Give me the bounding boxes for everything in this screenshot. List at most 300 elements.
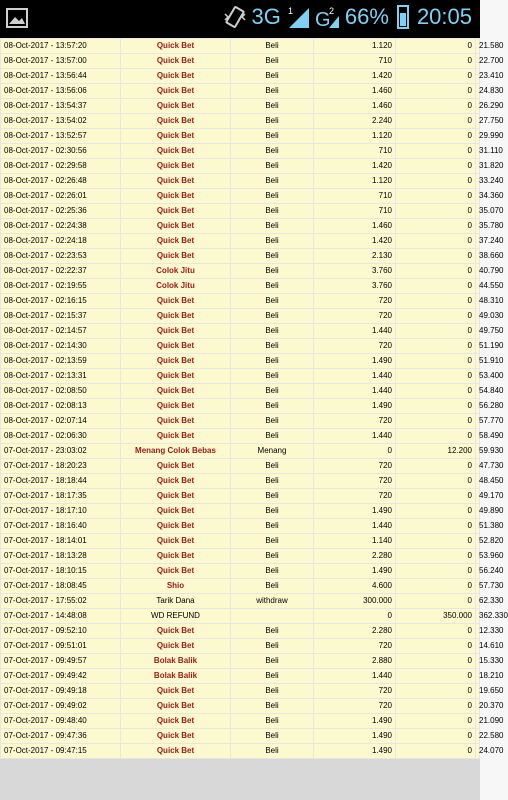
date-cell: 07-Oct-2017 - 18:10:15 <box>1 564 120 578</box>
type-cell: Quick Bet <box>121 624 230 638</box>
table-row <box>1 414 479 428</box>
action-cell: Beli <box>231 519 313 533</box>
type-cell: Bolak Balik <box>121 669 230 683</box>
debit-cell: 3.760 <box>314 264 395 278</box>
balance-cell: 26.290 <box>476 99 479 113</box>
type-cell: Bolak Balik <box>121 654 230 668</box>
table-row <box>1 639 479 653</box>
action-cell: Beli <box>231 504 313 518</box>
balance-cell: 38.660 <box>476 249 479 263</box>
type-cell: Quick Bet <box>121 114 230 128</box>
debit-cell: 1.420 <box>314 69 395 83</box>
table-row <box>1 384 479 398</box>
action-cell: Beli <box>231 279 313 293</box>
debit-cell: 1.120 <box>314 174 395 188</box>
credit-cell: 0 <box>396 69 475 83</box>
balance-cell: 53.400 <box>476 369 479 383</box>
debit-cell: 300.000 <box>314 594 395 608</box>
balance-cell: 31.820 <box>476 159 479 173</box>
action-cell: Beli <box>231 654 313 668</box>
type-cell: Quick Bet <box>121 384 230 398</box>
type-cell: Quick Bet <box>121 309 230 323</box>
credit-cell: 0 <box>396 204 475 218</box>
credit-cell: 0 <box>396 654 475 668</box>
credit-cell: 0 <box>396 84 475 98</box>
table-row <box>1 459 479 473</box>
date-cell: 07-Oct-2017 - 18:16:40 <box>1 519 120 533</box>
type-cell: Quick Bet <box>121 714 230 728</box>
type-cell: Quick Bet <box>121 639 230 653</box>
balance-cell: 48.310 <box>476 294 479 308</box>
action-cell: Beli <box>231 114 313 128</box>
table-row <box>1 579 479 593</box>
credit-cell: 0 <box>396 489 475 503</box>
table-row <box>1 699 479 713</box>
table-row <box>1 69 479 83</box>
table-row <box>1 729 479 743</box>
balance-cell: 33.240 <box>476 174 479 188</box>
table-row <box>1 714 479 728</box>
balance-cell: 51.380 <box>476 519 479 533</box>
type-cell: Quick Bet <box>121 744 230 758</box>
date-cell: 08-Oct-2017 - 13:57:20 <box>1 39 120 53</box>
debit-cell: 1.440 <box>314 369 395 383</box>
type-cell: Quick Bet <box>121 504 230 518</box>
credit-cell: 0 <box>396 744 475 758</box>
battery-icon <box>397 5 409 29</box>
balance-cell: 51.910 <box>476 354 479 368</box>
type-cell: Quick Bet <box>121 84 230 98</box>
credit-cell: 0 <box>396 429 475 443</box>
action-cell: Beli <box>231 264 313 278</box>
date-cell: 07-Oct-2017 - 17:55:02 <box>1 594 120 608</box>
credit-cell: 0 <box>396 174 475 188</box>
type-cell: Quick Bet <box>121 414 230 428</box>
date-cell: 08-Oct-2017 - 02:19:55 <box>1 279 120 293</box>
action-cell: Beli <box>231 99 313 113</box>
credit-cell: 0 <box>396 339 475 353</box>
type-cell: Quick Bet <box>121 429 230 443</box>
credit-cell: 0 <box>396 279 475 293</box>
date-cell: 07-Oct-2017 - 09:51:01 <box>1 639 120 653</box>
table-row <box>1 474 479 488</box>
debit-cell: 710 <box>314 144 395 158</box>
balance-cell: 24.070 <box>476 744 479 758</box>
table-row <box>1 564 479 578</box>
debit-cell: 1.440 <box>314 324 395 338</box>
table-row <box>1 369 479 383</box>
date-cell: 08-Oct-2017 - 02:29:58 <box>1 159 120 173</box>
signal-icon-2 <box>315 4 341 30</box>
type-cell: Quick Bet <box>121 399 230 413</box>
credit-cell: 0 <box>396 309 475 323</box>
balance-cell: 44.550 <box>476 279 479 293</box>
action-cell: Beli <box>231 309 313 323</box>
credit-cell: 0 <box>396 294 475 308</box>
type-cell: Colok Jitu <box>121 264 230 278</box>
table-row <box>1 504 479 518</box>
date-cell: 08-Oct-2017 - 02:24:38 <box>1 219 120 233</box>
table-row <box>1 294 479 308</box>
table-row <box>1 54 479 68</box>
action-cell: Beli <box>231 69 313 83</box>
date-cell: 08-Oct-2017 - 02:24:18 <box>1 234 120 248</box>
type-cell: Quick Bet <box>121 519 230 533</box>
credit-cell: 0 <box>396 189 475 203</box>
action-cell: Beli <box>231 714 313 728</box>
debit-cell: 1.440 <box>314 429 395 443</box>
balance-cell: 21.090 <box>476 714 479 728</box>
balance-cell: 14.610 <box>476 639 479 653</box>
balance-cell: 56.240 <box>476 564 479 578</box>
balance-cell: 34.360 <box>476 189 479 203</box>
vibrate-icon <box>222 4 248 30</box>
debit-cell: 1.440 <box>314 669 395 683</box>
action-cell: Beli <box>231 354 313 368</box>
credit-cell: 0 <box>396 54 475 68</box>
table-row <box>1 84 479 98</box>
debit-cell: 2.130 <box>314 249 395 263</box>
table-row <box>1 324 479 338</box>
date-cell: 07-Oct-2017 - 23:03:02 <box>1 444 120 458</box>
type-cell: Quick Bet <box>121 39 230 53</box>
table-row <box>1 339 479 353</box>
balance-cell: 49.750 <box>476 324 479 338</box>
table-row <box>1 174 479 188</box>
date-cell: 08-Oct-2017 - 02:08:50 <box>1 384 120 398</box>
credit-cell: 0 <box>396 264 475 278</box>
date-cell: 08-Oct-2017 - 02:30:56 <box>1 144 120 158</box>
balance-cell: 362.330 <box>476 609 479 623</box>
balance-cell: 53.960 <box>476 549 479 563</box>
type-cell: Quick Bet <box>121 489 230 503</box>
balance-cell: 48.450 <box>476 474 479 488</box>
action-cell: Beli <box>231 219 313 233</box>
credit-cell: 0 <box>396 564 475 578</box>
debit-cell: 2.240 <box>314 114 395 128</box>
type-cell: Quick Bet <box>121 234 230 248</box>
date-cell: 08-Oct-2017 - 02:16:15 <box>1 294 120 308</box>
action-cell: Beli <box>231 744 313 758</box>
transaction-rows <box>1 39 508 758</box>
date-cell: 08-Oct-2017 - 13:56:44 <box>1 69 120 83</box>
debit-cell: 720 <box>314 459 395 473</box>
credit-cell: 0 <box>396 579 475 593</box>
debit-cell: 1.420 <box>314 234 395 248</box>
action-cell: Beli <box>231 294 313 308</box>
balance-cell: 35.780 <box>476 219 479 233</box>
date-cell: 07-Oct-2017 - 18:17:35 <box>1 489 120 503</box>
table-row <box>1 144 479 158</box>
debit-cell: 2.280 <box>314 624 395 638</box>
action-cell: Beli <box>231 699 313 713</box>
date-cell: 07-Oct-2017 - 09:48:40 <box>1 714 120 728</box>
balance-cell: 27.750 <box>476 114 479 128</box>
balance-cell: 54.840 <box>476 384 479 398</box>
table-row <box>1 99 479 113</box>
credit-cell: 0 <box>396 669 475 683</box>
credit-cell: 0 <box>396 384 475 398</box>
type-cell: Quick Bet <box>121 99 230 113</box>
action-cell: Beli <box>231 474 313 488</box>
date-cell: 08-Oct-2017 - 02:06:30 <box>1 429 120 443</box>
action-cell: Beli <box>231 159 313 173</box>
debit-cell: 720 <box>314 309 395 323</box>
debit-cell: 720 <box>314 639 395 653</box>
type-cell: Quick Bet <box>121 174 230 188</box>
type-cell: Quick Bet <box>121 249 230 263</box>
table-row <box>1 129 479 143</box>
balance-cell: 18.210 <box>476 669 479 683</box>
signal-sim-1: 1 <box>287 6 293 16</box>
type-cell: Quick Bet <box>121 144 230 158</box>
action-cell: Beli <box>231 429 313 443</box>
date-cell: 08-Oct-2017 - 13:54:02 <box>1 114 120 128</box>
table-row <box>1 399 479 413</box>
type-cell: Quick Bet <box>121 684 230 698</box>
date-cell: 07-Oct-2017 - 09:52:10 <box>1 624 120 638</box>
date-cell: 08-Oct-2017 - 02:22:37 <box>1 264 120 278</box>
balance-cell: 23.410 <box>476 69 479 83</box>
debit-cell: 1.490 <box>314 354 395 368</box>
action-cell: Beli <box>231 144 313 158</box>
action-cell: Beli <box>231 369 313 383</box>
date-cell: 07-Oct-2017 - 18:18:44 <box>1 474 120 488</box>
table-row <box>1 744 479 758</box>
debit-cell: 2.280 <box>314 549 395 563</box>
debit-cell: 1.490 <box>314 564 395 578</box>
credit-cell: 0 <box>396 99 475 113</box>
table-row <box>1 354 479 368</box>
date-cell: 08-Oct-2017 - 02:25:36 <box>1 204 120 218</box>
action-cell: Beli <box>231 324 313 338</box>
action-cell: Beli <box>231 339 313 353</box>
type-cell: Quick Bet <box>121 729 230 743</box>
type-cell: Menang Colok Bebas <box>121 444 230 458</box>
balance-cell: 22.580 <box>476 729 479 743</box>
balance-cell: 57.770 <box>476 414 479 428</box>
date-cell: 08-Oct-2017 - 13:56:06 <box>1 84 120 98</box>
credit-cell: 0 <box>396 249 475 263</box>
credit-cell: 0 <box>396 234 475 248</box>
transaction-history[interactable] <box>0 38 508 800</box>
date-cell: 07-Oct-2017 - 18:17:10 <box>1 504 120 518</box>
debit-cell: 3.760 <box>314 279 395 293</box>
debit-cell: 1.490 <box>314 714 395 728</box>
credit-cell: 350.000 <box>396 609 475 623</box>
balance-cell: 22.700 <box>476 54 479 68</box>
debit-cell: 1.490 <box>314 504 395 518</box>
date-cell: 08-Oct-2017 - 02:26:48 <box>1 174 120 188</box>
table-row <box>1 189 479 203</box>
credit-cell: 0 <box>396 504 475 518</box>
date-cell: 08-Oct-2017 - 02:13:59 <box>1 354 120 368</box>
credit-cell: 0 <box>396 414 475 428</box>
table-row <box>1 159 479 173</box>
debit-cell: 720 <box>314 489 395 503</box>
date-cell: 08-Oct-2017 - 02:07:14 <box>1 414 120 428</box>
network-type: 3G <box>251 4 281 29</box>
type-cell: Quick Bet <box>121 54 230 68</box>
balance-cell: 15.330 <box>476 654 479 668</box>
debit-cell: 710 <box>314 54 395 68</box>
balance-cell: 31.110 <box>476 144 479 158</box>
type-cell: WD REFUND <box>121 609 230 623</box>
balance-cell: 49.170 <box>476 489 479 503</box>
balance-cell: 59.930 <box>476 444 479 458</box>
svg-text:G: G <box>314 9 331 31</box>
type-cell: Quick Bet <box>121 354 230 368</box>
action-cell: Beli <box>231 684 313 698</box>
table-row <box>1 489 479 503</box>
balance-cell: 56.280 <box>476 399 479 413</box>
table-row <box>1 669 479 683</box>
action-cell: Beli <box>231 174 313 188</box>
credit-cell: 0 <box>396 39 475 53</box>
type-cell: Quick Bet <box>121 699 230 713</box>
balance-cell: 12.330 <box>476 624 479 638</box>
debit-cell: 720 <box>314 699 395 713</box>
credit-cell: 0 <box>396 594 475 608</box>
debit-cell: 710 <box>314 189 395 203</box>
credit-cell: 0 <box>396 639 475 653</box>
signal-sim-2: 2 <box>328 6 334 16</box>
date-cell: 08-Oct-2017 - 02:15:37 <box>1 309 120 323</box>
date-cell: 07-Oct-2017 - 18:20:23 <box>1 459 120 473</box>
type-cell: Colok Jitu <box>121 279 230 293</box>
debit-cell: 710 <box>314 204 395 218</box>
type-cell: Quick Bet <box>121 294 230 308</box>
credit-cell: 0 <box>396 324 475 338</box>
type-cell: Quick Bet <box>121 564 230 578</box>
balance-cell: 21.580 <box>476 39 479 53</box>
type-cell: Quick Bet <box>121 129 230 143</box>
table-row <box>1 39 479 53</box>
table-row <box>1 279 479 293</box>
debit-cell: 1.140 <box>314 534 395 548</box>
type-cell: Quick Bet <box>121 534 230 548</box>
balance-cell: 19.650 <box>476 684 479 698</box>
balance-cell: 62.330 <box>476 594 479 608</box>
action-cell: Beli <box>231 129 313 143</box>
balance-cell: 49.030 <box>476 309 479 323</box>
table-row <box>1 624 479 638</box>
action-cell: Beli <box>231 459 313 473</box>
credit-cell: 0 <box>396 624 475 638</box>
balance-cell: 51.190 <box>476 339 479 353</box>
credit-cell: 0 <box>396 714 475 728</box>
action-cell: Beli <box>231 534 313 548</box>
date-cell: 07-Oct-2017 - 09:47:15 <box>1 744 120 758</box>
credit-cell: 0 <box>396 534 475 548</box>
balance-cell: 52.820 <box>476 534 479 548</box>
action-cell <box>231 609 313 623</box>
date-cell: 08-Oct-2017 - 13:52:57 <box>1 129 120 143</box>
balance-cell: 58.490 <box>476 429 479 443</box>
balance-cell: 37.240 <box>476 234 479 248</box>
action-cell: Beli <box>231 249 313 263</box>
credit-cell: 0 <box>396 144 475 158</box>
debit-cell: 2.880 <box>314 654 395 668</box>
debit-cell: 1.120 <box>314 129 395 143</box>
action-cell: Beli <box>231 204 313 218</box>
debit-cell: 1.490 <box>314 399 395 413</box>
type-cell: Quick Bet <box>121 159 230 173</box>
signal-icon-1 <box>285 4 311 30</box>
table-row <box>1 249 479 263</box>
debit-cell: 720 <box>314 294 395 308</box>
debit-cell: 1.440 <box>314 519 395 533</box>
credit-cell: 0 <box>396 159 475 173</box>
credit-cell: 0 <box>396 369 475 383</box>
credit-cell: 0 <box>396 399 475 413</box>
action-cell: Beli <box>231 669 313 683</box>
date-cell: 07-Oct-2017 - 18:08:45 <box>1 579 120 593</box>
date-cell: 08-Oct-2017 - 02:14:57 <box>1 324 120 338</box>
credit-cell: 0 <box>396 549 475 563</box>
type-cell: Quick Bet <box>121 219 230 233</box>
type-cell: Tarik Dana <box>121 594 230 608</box>
debit-cell: 1.120 <box>314 39 395 53</box>
debit-cell: 1.490 <box>314 744 395 758</box>
debit-cell: 720 <box>314 414 395 428</box>
type-cell: Quick Bet <box>121 369 230 383</box>
table-row <box>1 594 479 608</box>
balance-cell: 57.730 <box>476 579 479 593</box>
debit-cell: 0 <box>314 609 395 623</box>
balance-cell: 29.990 <box>476 129 479 143</box>
credit-cell: 0 <box>396 459 475 473</box>
balance-cell: 35.070 <box>476 204 479 218</box>
action-cell: Beli <box>231 414 313 428</box>
action-cell: Beli <box>231 729 313 743</box>
date-cell: 07-Oct-2017 - 09:49:18 <box>1 684 120 698</box>
table-row <box>1 549 479 563</box>
table-row <box>1 444 479 458</box>
date-cell: 08-Oct-2017 - 02:13:31 <box>1 369 120 383</box>
debit-cell: 1.460 <box>314 84 395 98</box>
debit-cell: 720 <box>314 684 395 698</box>
table-row <box>1 309 479 323</box>
date-cell: 08-Oct-2017 - 02:14:30 <box>1 339 120 353</box>
action-cell: Beli <box>231 84 313 98</box>
action-cell: Beli <box>231 639 313 653</box>
type-cell: Quick Bet <box>121 189 230 203</box>
action-cell: Beli <box>231 489 313 503</box>
credit-cell: 0 <box>396 114 475 128</box>
credit-cell: 12.200 <box>396 444 475 458</box>
table-row <box>1 684 479 698</box>
credit-cell: 0 <box>396 219 475 233</box>
date-cell: 07-Oct-2017 - 09:49:57 <box>1 654 120 668</box>
table-row <box>1 609 479 623</box>
action-cell: Beli <box>231 624 313 638</box>
credit-cell: 0 <box>396 354 475 368</box>
transaction-table <box>0 38 508 759</box>
type-cell: Quick Bet <box>121 324 230 338</box>
type-cell: Quick Bet <box>121 339 230 353</box>
action-cell: Beli <box>231 54 313 68</box>
type-cell: Quick Bet <box>121 204 230 218</box>
debit-cell: 0 <box>314 444 395 458</box>
debit-cell: 1.440 <box>314 384 395 398</box>
balance-cell: 49.890 <box>476 504 479 518</box>
action-cell: Beli <box>231 579 313 593</box>
clock: 20:05 <box>416 4 472 29</box>
date-cell: 07-Oct-2017 - 18:13:28 <box>1 549 120 563</box>
action-cell: Beli <box>231 549 313 563</box>
date-cell: 08-Oct-2017 - 02:26:01 <box>1 189 120 203</box>
